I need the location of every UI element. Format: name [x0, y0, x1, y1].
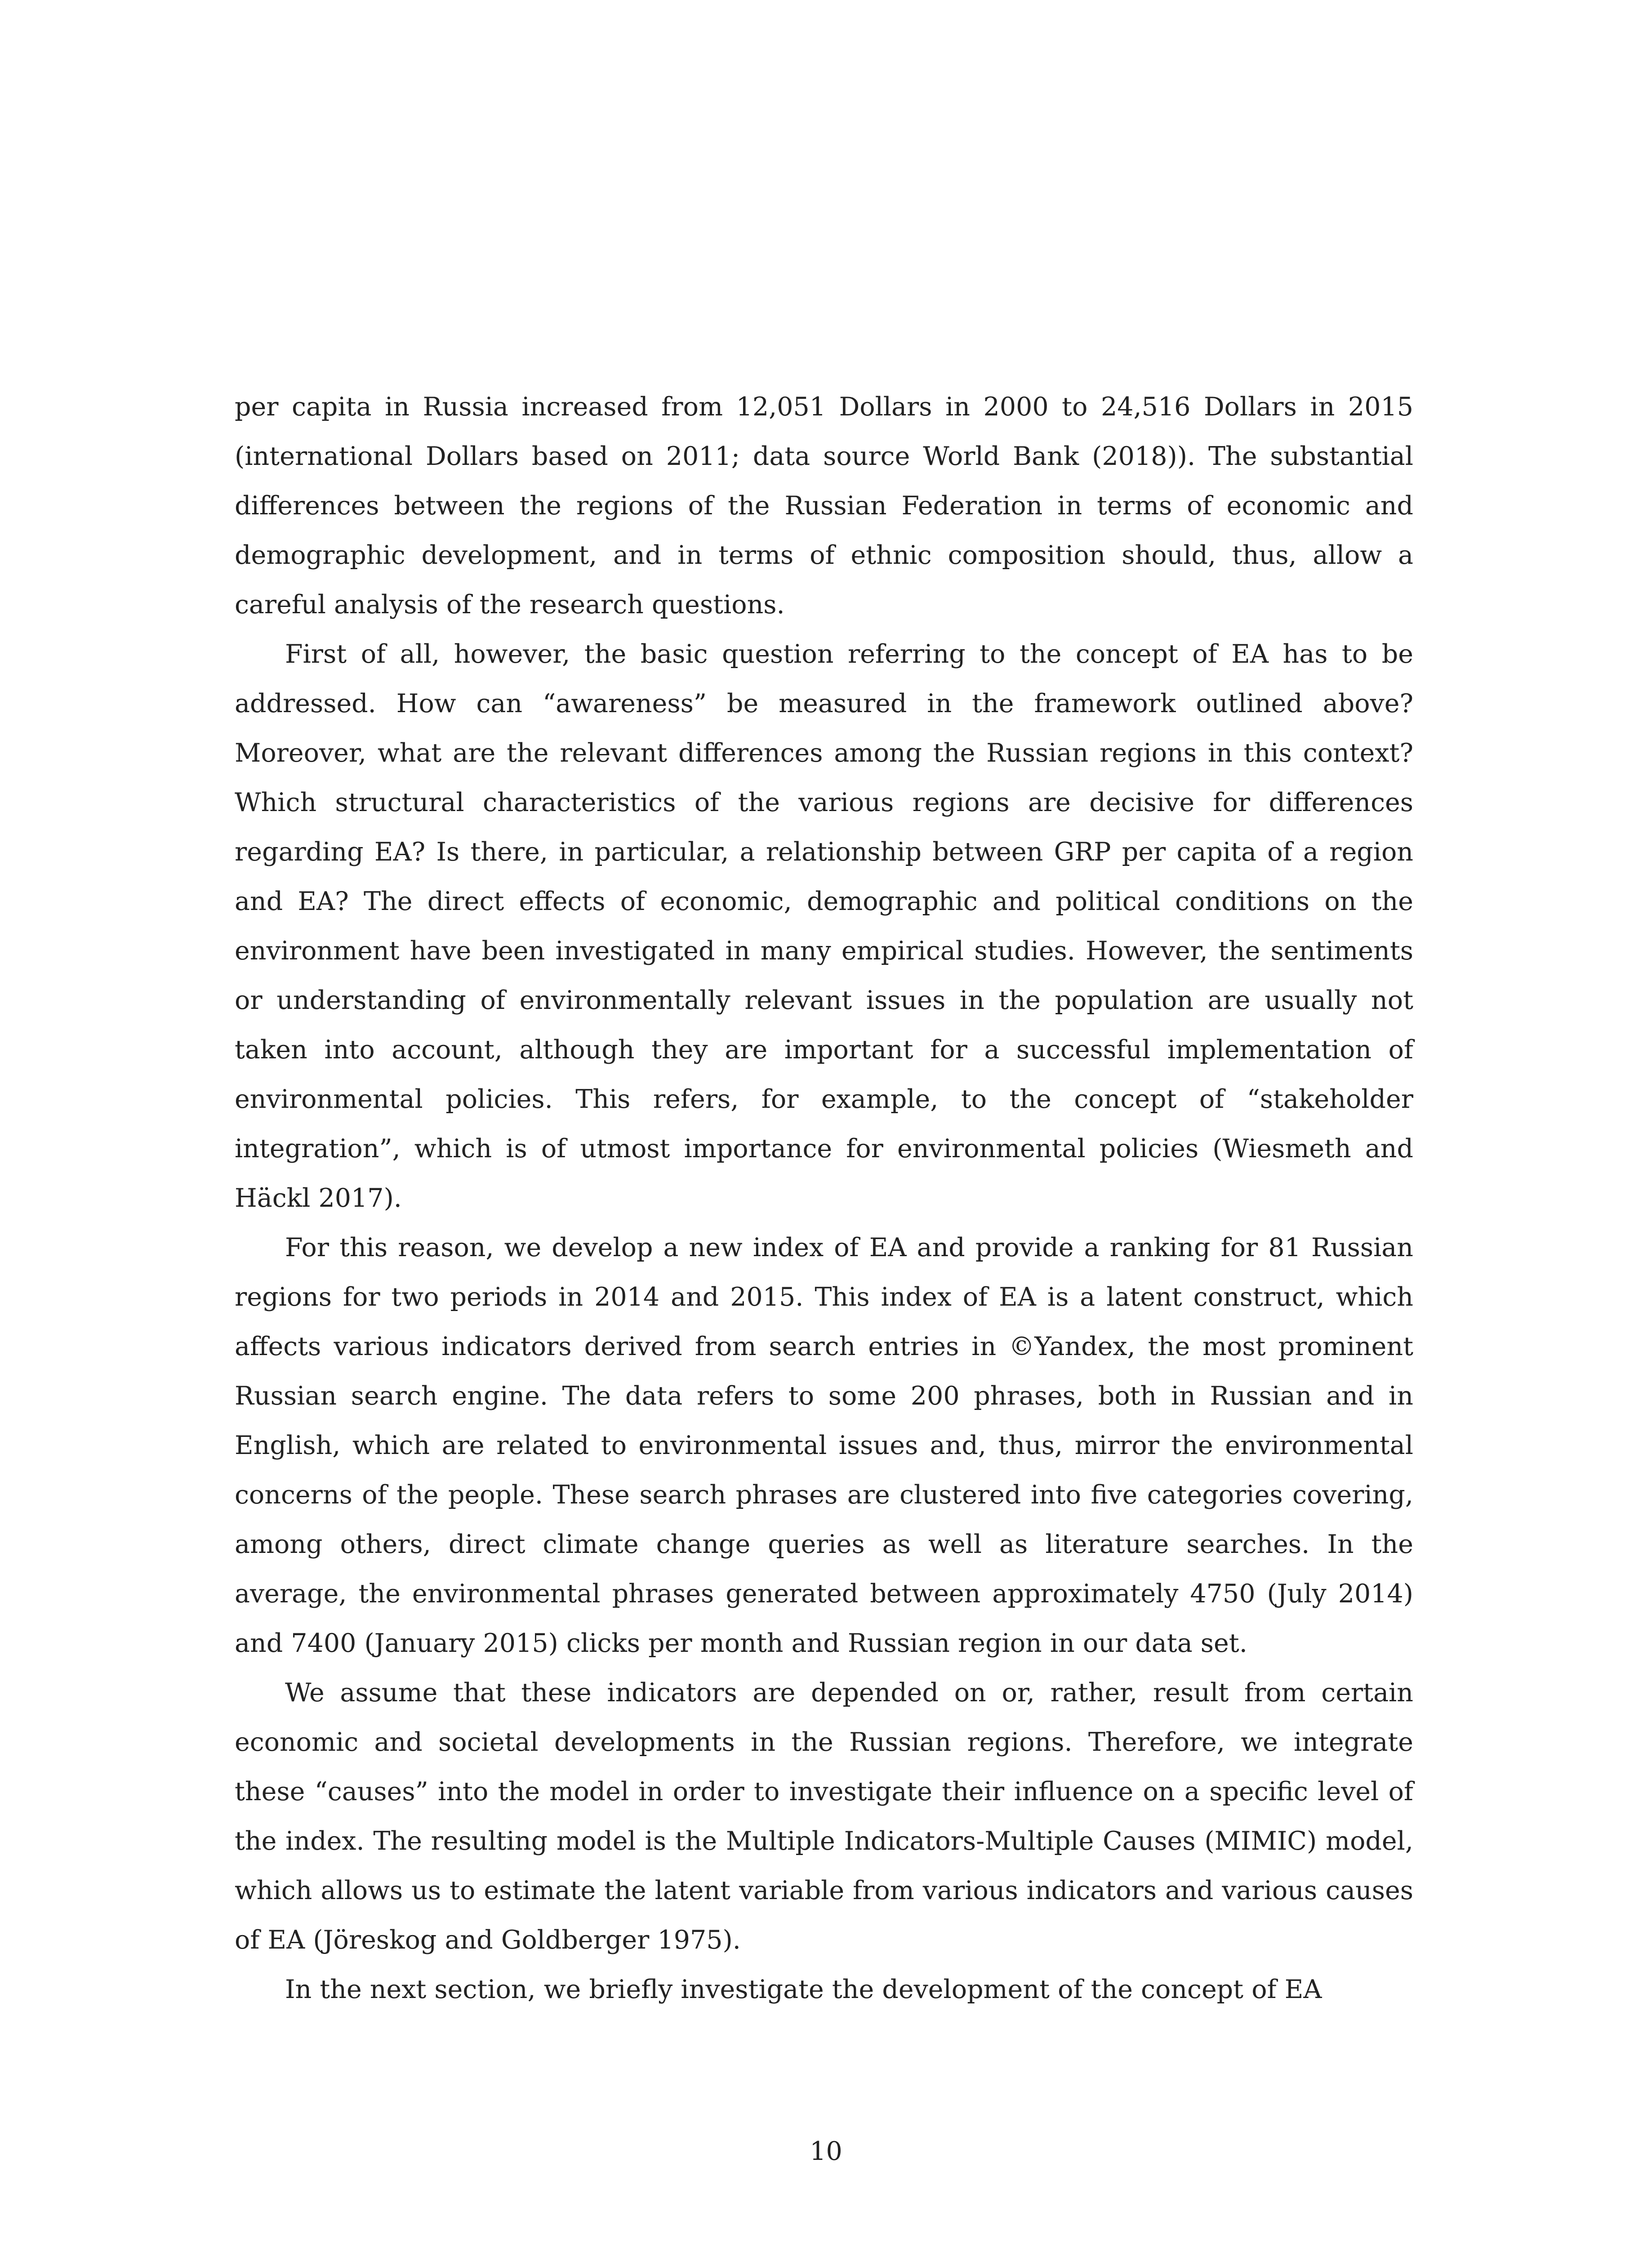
- paragraph-research-questions: First of all, however, the basic question referring to the concept of EA has to be addressed. How can “awareness” be measured in the framework outlined above? Moreover, what are the relevant differences among the Russian regions in this context? Which structural characteristics of the various regions are decisive for differences regarding EA? Is there, in particular, a relationship between GRP per capita of a region and EA? The direct effects of economic, demographic and political conditions on the environment have been investigated in many empirical studies. However, the sentiments or understanding of environmentally relevant issues in the population are usually not taken into account, although they are important for a successful implementation of environmental policies. This refers, for example, to the concept of “stakeholder integration”, which is of utmost importance for environmental policies (Wiesmeth and Häckl 2017).: [235, 639, 1413, 1213]
- paragraph-index-development: For this reason, we develop a new index of EA and provide a ranking for 81 Russian regions for two periods in 2014 and 2015. This index of EA is a latent construct, which affects various indicators derived from search entries in ©Yandex, the most prominent Russian search engine. The data refers to some 200 phrases, both in Russian and in English, which are related to environmental issues and, thus, mirror the environmental concerns of the people. These search phrases are clustered into five categories covering, among others, direct climate change queries as well as literature searches. In the average, the environmental phrases generated between approximately 4750 (July 2014) and 7400 (January 2015) clicks per month and Russian region in our data set.: [235, 1233, 1413, 1658]
- page-number: 10: [810, 2136, 842, 2166]
- paragraph-continuation: per capita in Russia increased from 12,051 Dollars in 2000 to 24,516 Dollars in 2015 (international Dollars based on 2011; data source World Bank (2018)). The substantial differences between the regions of the Russian Federation in terms of economic and demographic development, and in terms of ethnic composition should, thus, allow a careful analysis of the research questions.: [235, 392, 1413, 620]
- paragraph-next-section: In the next section, we briefly investigate the development of the concept of EA: [285, 1975, 1322, 2004]
- paragraph-mimic-model: We assume that these indicators are depended on or, rather, result from certain economic and societal developments in the Russian regions. Therefore, we integrate these “causes” into the model in order to investigate their influence on a specific level of the index. The resulting model is the Multiple Indicators-Multiple Causes (MIMIC) model, which allows us to estimate the latent variable from various indicators and various causes of EA (Jöreskog and Goldberger 1975).: [235, 1678, 1413, 1955]
- body-text: [235, 382, 1413, 2014]
